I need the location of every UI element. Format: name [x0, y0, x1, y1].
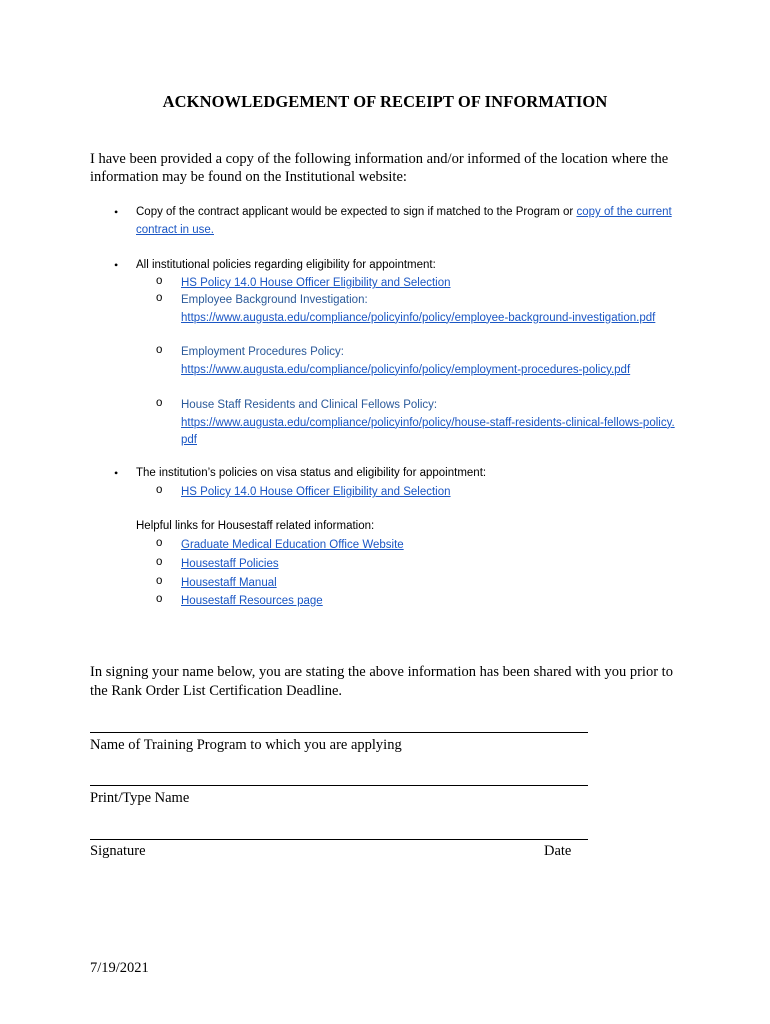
intro-paragraph: I have been provided a copy of the following information and/or informed of the location where the information may be found on the Institutional website:	[90, 151, 669, 185]
program-signature-line[interactable]	[90, 732, 588, 733]
current-contract-link[interactable]: copy of the current contract in use.	[136, 206, 672, 236]
housestaff-manual-link[interactable]: Housestaff Manual	[181, 577, 277, 589]
bullet-marker: •	[114, 466, 119, 480]
sub-bullet-marker: o	[156, 593, 163, 605]
program-field-label: Name of Training Program to which you are applying	[90, 737, 402, 753]
sub-bullet-marker: o	[156, 537, 163, 549]
name-field-label: Print/Type Name	[90, 790, 190, 806]
hs-policy-link[interactable]: HS Policy 14.0 House Officer Eligibility and Selection	[181, 277, 451, 289]
footer-date: 7/19/2021	[90, 960, 149, 976]
sub-bullet-marker: o	[156, 397, 163, 409]
house-staff-policy-label: House Staff Residents and Clinical Fellows Policy:	[181, 399, 438, 411]
sub-bullet-marker: o	[156, 556, 163, 568]
closing-statement: In signing your name below, you are stating the above information has been shared with you prior to the Rank Order List Certification Deadline.	[90, 664, 673, 699]
employment-procedures-label: Employment Procedures Policy:	[181, 346, 344, 358]
signature-line[interactable]	[90, 839, 588, 840]
housestaff-resources-link[interactable]: Housestaff Resources page	[181, 595, 323, 607]
bullet-eligibility-text: All institutional policies regarding eligibility for appointment:	[136, 259, 436, 271]
bullet-marker: •	[114, 258, 119, 272]
gme-office-link[interactable]: Graduate Medical Education Office Website	[181, 539, 404, 551]
sub-bullet-marker: o	[156, 344, 163, 356]
bullet-contract-text: Copy of the contract applicant would be expected to sign if matched to the Program or	[136, 206, 577, 218]
background-investigation-url[interactable]: https://www.augusta.edu/compliance/policyinfo/policy/employee-background-investigation.pdf	[181, 311, 656, 324]
helpful-links-heading: Helpful links for Housestaff related information:	[136, 520, 375, 532]
date-field-label: Date	[544, 843, 572, 859]
sub-bullet-marker: o	[156, 292, 163, 304]
sub-bullet-marker: o	[156, 275, 163, 287]
employment-procedures-url[interactable]: https://www.augusta.edu/compliance/policyinfo/policy/employment-procedures-policy.pdf	[181, 363, 631, 376]
background-investigation-label: Employee Background Investigation:	[181, 294, 368, 306]
bullet-marker: •	[114, 205, 119, 219]
bullet-contract	[136, 204, 676, 239]
document-title: ACKNOWLEDGEMENT OF RECEIPT OF INFORMATION	[162, 92, 608, 111]
signature-field-label: Signature	[90, 843, 146, 859]
bullet-visa-text: The institution’s policies on visa status and eligibility for appointment:	[136, 467, 487, 479]
sub-bullet-marker: o	[156, 484, 163, 496]
house-staff-policy-url[interactable]: https://www.augusta.edu/compliance/policyinfo/policy/house-staff-residents-clinical-fellows-policy.pdf	[181, 416, 675, 446]
sub-bullet-marker: o	[156, 575, 163, 587]
hs-policy-visa-link[interactable]: HS Policy 14.0 House Officer Eligibility and Selection	[181, 486, 451, 498]
housestaff-policies-link[interactable]: Housestaff Policies	[181, 558, 279, 570]
name-signature-line[interactable]	[90, 785, 588, 786]
